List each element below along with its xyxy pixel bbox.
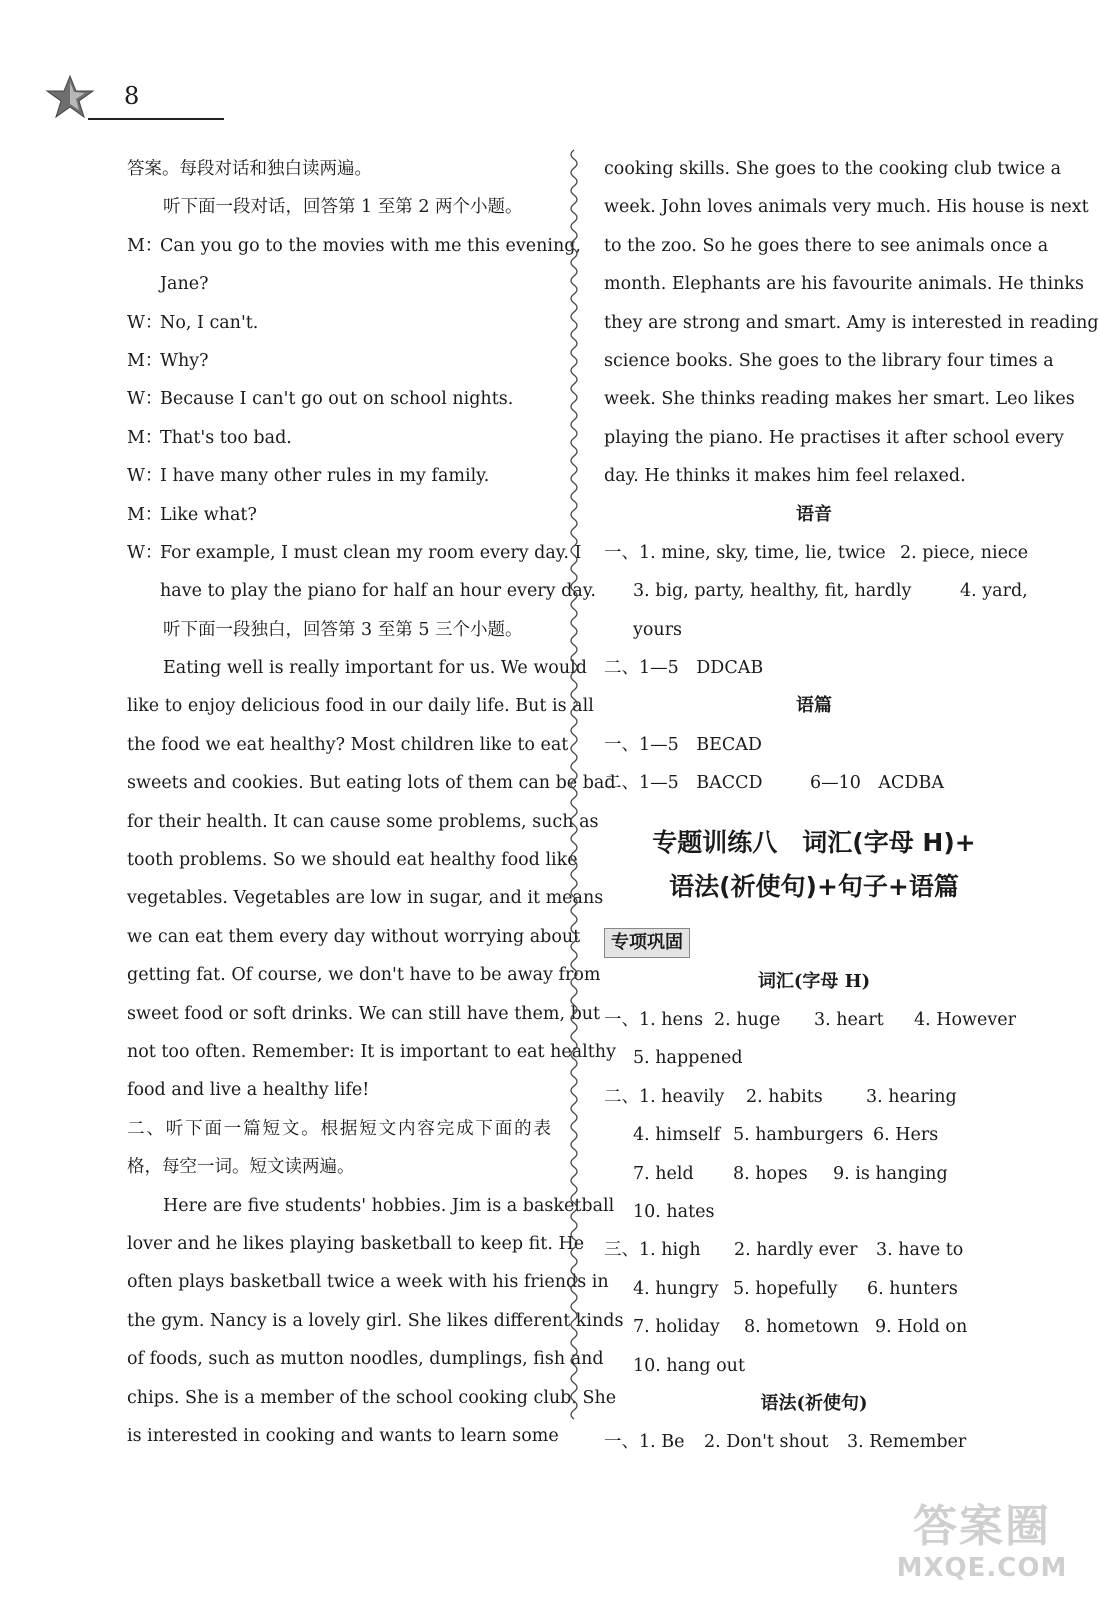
paragraph-line: is interested in cooking and wants to learn some: [127, 1425, 559, 1446]
dialog-text: Can you go to the movies with me this evening,: [160, 235, 581, 256]
paragraph-line: sweets and cookies. But eating lots of them can be bad: [127, 773, 616, 794]
dialog-text: Why?: [160, 350, 209, 371]
answer-item: 3. have to: [876, 1240, 964, 1261]
answer-item: 6. Hers: [873, 1125, 939, 1146]
text-line: 答案。每段对话和独白读两遍。: [127, 159, 372, 179]
watermark-logo: [882, 1500, 1082, 1590]
column-divider: [566, 150, 582, 1418]
dialog-line: [127, 380, 551, 418]
answer-item: 3. heart: [814, 1010, 884, 1031]
dialog-text: I have many other rules in my family.: [160, 466, 490, 487]
dialog-text: have to play the piano for half an hour every day.: [160, 581, 596, 602]
page-header: [44, 74, 184, 124]
answer-line: [604, 1231, 1024, 1269]
paragraph-line: science books. She goes to the library four times a: [604, 350, 1054, 371]
answer-item: 7. holiday: [633, 1317, 720, 1338]
answer-item: 2. piece, niece: [900, 542, 1029, 563]
paragraph-line: we can eat them every day without worrying about: [127, 926, 581, 947]
answer-line: [604, 1308, 1024, 1346]
paragraph-line: tooth problems. So we should eat healthy food like: [127, 850, 578, 871]
page-number: 8: [124, 82, 140, 110]
dialog-line: [127, 227, 581, 265]
watermark-url: MXQE.COM: [896, 1553, 1068, 1583]
paragraph-line: Here are five students' hobbies. Jim is a basketball: [163, 1195, 615, 1216]
answer-item: 4. himself: [633, 1125, 721, 1146]
dialog-line: [127, 265, 551, 303]
paragraph-line: sweet food or soft drinks. We can still have them, but: [127, 1003, 601, 1024]
answer-item: 6. hunters: [867, 1278, 958, 1299]
speaker-label: W：: [127, 389, 163, 410]
answer-item: 一、1. Be: [604, 1432, 685, 1453]
question-heading: 二、听下面一篇短文。根据短文内容完成下面的表: [127, 1118, 551, 1139]
speaker-label: W：: [127, 542, 163, 563]
answer-line: 一、1—5 BECAD: [604, 734, 762, 755]
dialog-text: No, I can't.: [160, 312, 259, 333]
speaker-label: M：: [127, 427, 163, 448]
answer-line: 二、1—5 DDCAB: [604, 658, 764, 679]
header-rule: [88, 118, 224, 120]
paragraph-line: for their health. It can cause some problems, such as: [127, 811, 599, 832]
left-column: [127, 150, 624, 1455]
section-heading-yufa: 语法(祈使句): [760, 1392, 868, 1414]
dialog-text: That's too bad.: [160, 427, 292, 448]
answer-item: 5. hamburgers: [733, 1125, 864, 1146]
answer-line: [604, 1001, 1024, 1039]
paragraph-line: week. She thinks reading makes her smart. Leo likes: [604, 389, 1075, 410]
answer-item: 5. hopefully: [733, 1278, 838, 1299]
dialog-line: [127, 342, 551, 380]
dialog-text: Like what?: [160, 504, 257, 525]
answer-item: 二、1. heavily: [604, 1086, 725, 1107]
answer-item: 4. yard,: [960, 581, 1028, 602]
paragraph-line: cooking skills. She goes to the cooking club twice a: [604, 159, 1062, 179]
paragraph-line: the food we eat healthy? Most children like to eat: [127, 734, 569, 755]
dialog-line: [127, 304, 551, 342]
answer-item: 一、1. mine, sky, time, lie, twice: [604, 542, 886, 563]
answer-item: 3. Remember: [847, 1432, 967, 1453]
answer-item: 二、1—5 BACCD: [604, 773, 763, 794]
answer-item: 三、1. high: [604, 1240, 701, 1261]
dialog-text: Because I can't go out on school nights.: [160, 389, 514, 410]
answer-item: 9. is hanging: [833, 1163, 948, 1184]
dialog-line: [127, 572, 596, 610]
section-tag-row: [604, 923, 1024, 963]
paragraph-line: food and live a healthy life!: [127, 1080, 370, 1101]
paragraph-line: playing the piano. He practises it after school every: [604, 427, 1064, 448]
speaker-label: M：: [127, 235, 163, 256]
answer-item: 6—10 ACDBA: [810, 773, 944, 794]
answer-item: 2. hardly ever: [734, 1240, 858, 1261]
answer-line: 10. hang out: [633, 1355, 745, 1376]
answer-line: [604, 1078, 1024, 1116]
paragraph-line: lover and he likes playing basketball to keep fit. He: [127, 1233, 585, 1254]
instruction-line: 听下面一段独白，回答第 3 至第 5 三个小题。: [163, 619, 523, 640]
section-heading-yuyin: 语音: [796, 503, 832, 525]
speaker-label: W：: [127, 312, 163, 333]
paragraph-line: month. Elephants are his favourite animals. He thinks: [604, 274, 1084, 295]
answer-line: [604, 1116, 1024, 1154]
paragraph-line: chips. She is a member of the school cooking club. She: [127, 1387, 617, 1408]
dialog-line: [127, 457, 551, 495]
instruction-line: 听下面一段对话，回答第 1 至第 2 两个小题。: [163, 197, 523, 218]
answer-item: 4. hungry: [633, 1278, 719, 1299]
paragraph-line: day. He thinks it makes him feel relaxed.: [604, 466, 966, 487]
dialog-line: [127, 419, 551, 457]
answer-item: 2. habits: [746, 1086, 823, 1107]
answer-line: 5. happened: [633, 1048, 743, 1069]
paragraph-line: they are strong and smart. Amy is interested in reading: [604, 312, 1099, 333]
answer-item: 8. hopes: [733, 1163, 808, 1184]
paragraph-line: vegetables. Vegetables are low in sugar, and it means: [127, 888, 604, 909]
answer-line: [604, 764, 1024, 802]
paragraph-line: often plays basketball twice a week with his friends in: [127, 1272, 609, 1293]
unit-title-line1: 专题训练八 词汇(字母 H)+: [652, 827, 976, 857]
answer-item: 3. hearing: [866, 1086, 957, 1107]
watermark-text: 答案圈: [913, 1501, 1051, 1552]
answer-item: 9. Hold on: [875, 1317, 968, 1338]
answer-item: 一、1. hens: [604, 1010, 704, 1031]
star-icon: [44, 74, 96, 120]
paragraph-line: the gym. Nancy is a lovely girl. She likes different kinds: [127, 1310, 624, 1331]
answer-item: 2. huge: [714, 1010, 781, 1031]
paragraph-line: of foods, such as mutton noodles, dumplings, fish and: [127, 1349, 604, 1370]
answer-item: 8. hometown: [744, 1317, 859, 1338]
answer-item: 2. Don't shout: [704, 1432, 829, 1453]
dialog-text: For example, I must clean my room every day. I: [160, 542, 582, 563]
paragraph-line: Eating well is really important for us. We would: [163, 658, 587, 679]
answer-line: [604, 1423, 1024, 1461]
answer-item: 7. held: [633, 1163, 694, 1184]
section-tag: 专项巩固: [604, 928, 690, 958]
speaker-label: M：: [127, 350, 163, 371]
speaker-label: M：: [127, 504, 163, 525]
answer-line: yours: [633, 619, 683, 640]
paragraph-line: week. John loves animals very much. His house is next: [604, 197, 1089, 218]
dialog-line: [127, 496, 551, 534]
answer-line: [604, 534, 1029, 572]
answer-line: [604, 1270, 1024, 1308]
paragraph-line: not too often. Remember: It is important to eat healthy: [127, 1041, 616, 1062]
section-heading-cihui: 词汇(字母 H): [757, 970, 871, 992]
dialog-line: [127, 534, 582, 572]
paragraph-line: to the zoo. So he goes there to see animals once a: [604, 235, 1049, 256]
answer-item: 3. big, party, healthy, fit, hardly: [633, 581, 912, 602]
paragraph-line: getting fat. Of course, we don't have to be away from: [127, 965, 601, 986]
speaker-label: W：: [127, 466, 163, 487]
section-heading-yupian: 语篇: [796, 695, 832, 717]
question-heading: 格，每空一词。短文读两遍。: [127, 1157, 355, 1178]
answer-line: 10. hates: [633, 1201, 715, 1222]
answer-line: [604, 572, 1028, 610]
right-column: [604, 150, 1099, 1462]
paragraph-line: like to enjoy delicious food in our daily life. But is all: [127, 696, 594, 717]
unit-title-line2: 语法(祈使句)+句子+语篇: [669, 871, 959, 901]
answer-item: 4. However: [914, 1010, 1017, 1031]
answer-line: [604, 1155, 1024, 1193]
dialog-text: Jane?: [160, 274, 209, 295]
